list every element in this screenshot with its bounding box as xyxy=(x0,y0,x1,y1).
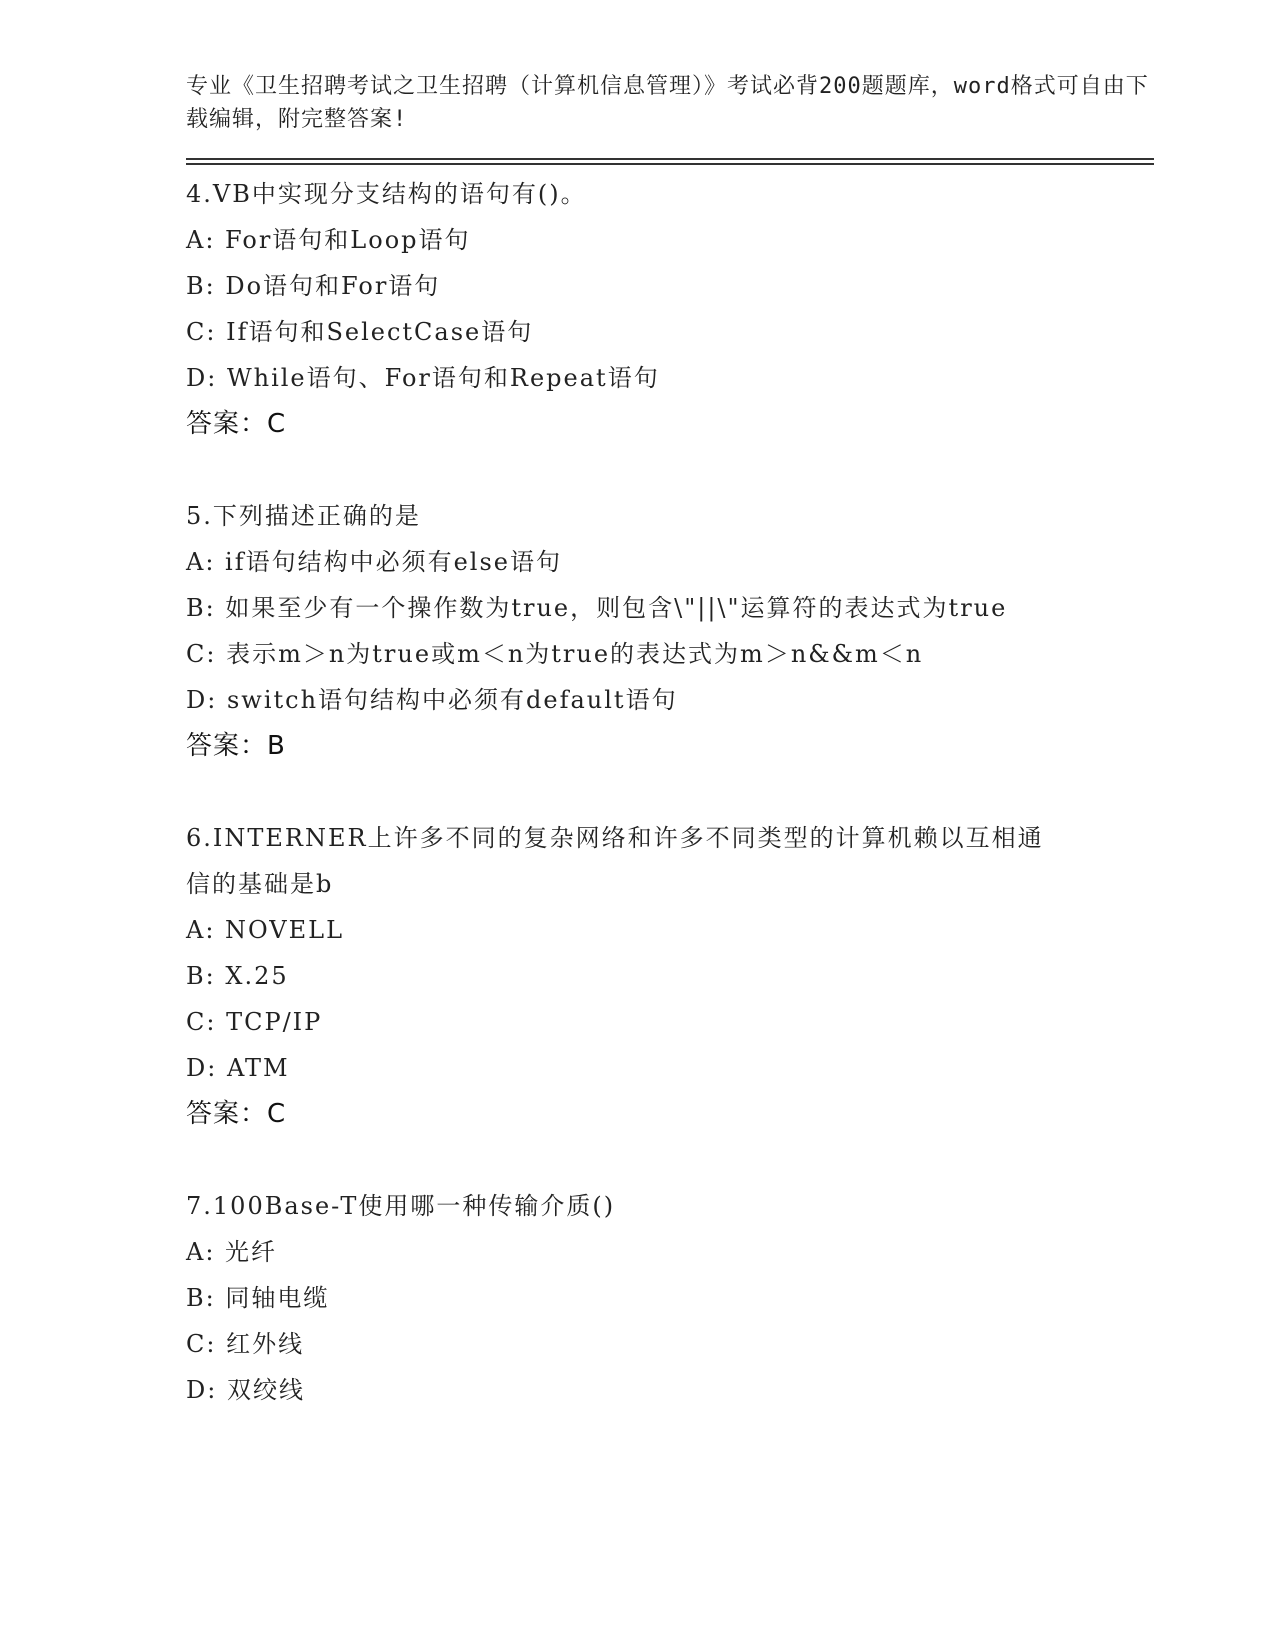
divider-line xyxy=(186,158,1154,160)
answer-line: 答案：C xyxy=(186,1099,287,1129)
option-b: B: Do语句和For语句 xyxy=(186,272,441,300)
answer-line: 答案：C xyxy=(186,409,287,439)
document-page xyxy=(186,70,1166,1459)
question-stem: 6.INTERNER上许多不同的复杂网络和许多不同类型的计算机赖以互相通信的基础是b xyxy=(186,824,1044,898)
option-d: D: ATM xyxy=(186,1054,290,1082)
option-c: C: TCP/IP xyxy=(186,1008,323,1036)
answer-line: 答案：B xyxy=(186,731,286,761)
option-a: A: if语句结构中必须有else语句 xyxy=(186,548,563,576)
option-a: A: For语句和Loop语句 xyxy=(186,226,471,254)
question-4 xyxy=(186,171,1166,447)
option-b: B: 如果至少有一个操作数为true，则包含\"||\"运算符的表达式为true xyxy=(186,594,1008,622)
option-a: A: NOVELL xyxy=(186,916,345,944)
header-divider xyxy=(186,158,1154,165)
option-a: A: 光纤 xyxy=(186,1238,278,1266)
question-6 xyxy=(186,815,1166,1137)
document-header: 专业《卫生招聘考试之卫生招聘（计算机信息管理）》考试必背200题题库，word格式可自由下载编辑，附完整答案! xyxy=(186,74,1149,132)
option-c: C: If语句和SelectCase语句 xyxy=(186,318,534,346)
option-c: C: 红外线 xyxy=(186,1330,305,1358)
question-stem: 5.下列描述正确的是 xyxy=(186,502,421,530)
question-stem: 7.100Base-T使用哪一种传输介质() xyxy=(186,1192,616,1220)
question-7 xyxy=(186,1183,1166,1413)
option-b: B: 同轴电缆 xyxy=(186,1284,330,1312)
option-c: C: 表示m＞n为true或m＜n为true的表达式为m＞n&&m＜n xyxy=(186,640,924,668)
divider-line xyxy=(186,163,1154,165)
question-stem: 4.VB中实现分支结构的语句有()。 xyxy=(186,180,587,208)
option-d: D: While语句、For语句和Repeat语句 xyxy=(186,364,660,392)
option-b: B: X.25 xyxy=(186,962,289,990)
option-d: D: 双绞线 xyxy=(186,1376,305,1404)
option-d: D: switch语句结构中必须有default语句 xyxy=(186,686,678,714)
question-5 xyxy=(186,493,1166,769)
